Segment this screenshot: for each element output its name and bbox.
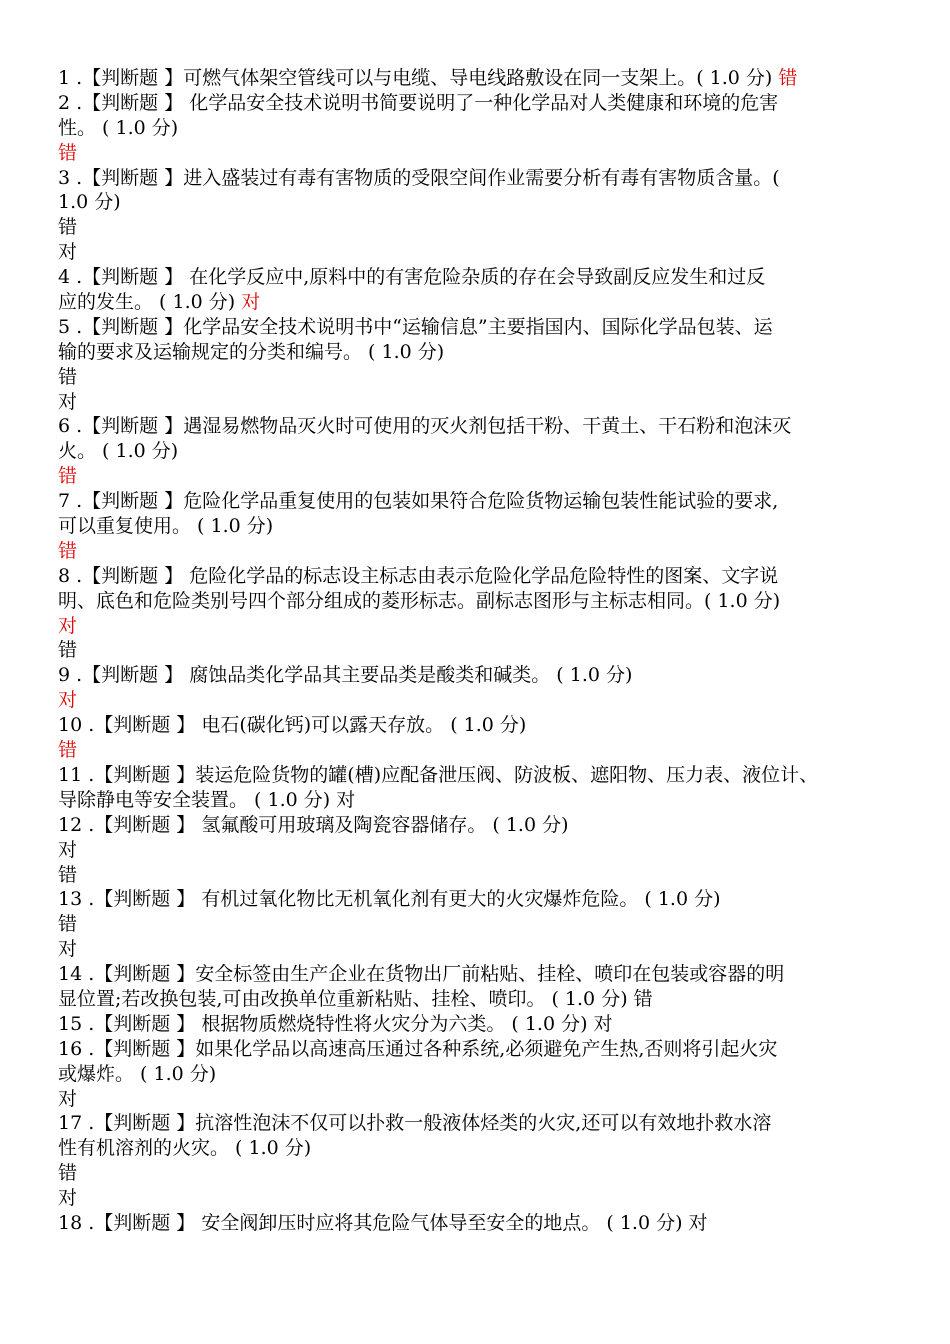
text-line (58, 439, 903, 464)
answer-mark: 错 (58, 141, 78, 164)
text-line (58, 166, 903, 191)
text-line (58, 489, 903, 514)
text-line (58, 116, 903, 141)
answer-mark: 错 (58, 539, 78, 562)
line-text: 错 (58, 1162, 78, 1185)
text-line (58, 863, 903, 888)
text-line (58, 688, 903, 713)
line-text: 对 (58, 1087, 78, 1110)
line-text: 6 .【判断题 】遇湿易燃物品灭火时可使用的灭火剂包括干粉、干黄土、干石粉和泡沫灭 (58, 415, 792, 438)
line-text: 1.0 分) (58, 191, 121, 214)
text-line (58, 365, 903, 390)
text-line (58, 1186, 903, 1211)
line-text: 错 (58, 913, 78, 936)
text-line (58, 315, 903, 340)
text-line (58, 414, 903, 439)
text-line (58, 788, 903, 813)
text-line (58, 215, 903, 240)
text-line (58, 1037, 903, 1062)
line-text: 7 .【判断题 】危险化学品重复使用的包装如果符合危险货物运输包装性能试验的要求, (58, 490, 779, 513)
text-line (58, 1111, 903, 1136)
line-text: 性有机溶剂的火灾。 ( 1.0 分) (58, 1137, 312, 1160)
text-line (58, 1062, 903, 1087)
line-text: 对 (58, 838, 78, 861)
text-line (58, 265, 903, 290)
text-line (58, 564, 903, 589)
text-line (58, 1161, 903, 1186)
line-text: 对 (58, 390, 78, 413)
line-text: 明、底色和危险类别号四个部分组成的菱形标志。副标志图形与主标志相同。( 1.0 分) (58, 589, 781, 612)
text-line (58, 987, 903, 1012)
text-line (58, 340, 903, 365)
text-line (58, 464, 903, 489)
text-line (58, 912, 903, 937)
text-line (58, 290, 903, 315)
line-text: 错 (58, 863, 78, 886)
text-line (58, 514, 903, 539)
line-text: 17 .【判断题 】抗溶性泡沫不仅可以扑救一般液体烃类的火灾,还可以有效地扑救水溶 (58, 1112, 772, 1135)
line-text: 16 .【判断题 】如果化学品以高速高压通过各种系统,必须避免产生热,否则将引起火灾 (58, 1037, 778, 1060)
line-text: 1 .【判断题 】可燃气体架空管线可以与电缆、导电线路敷设在同一支架上。( 1.0 分) (58, 67, 779, 89)
answer-mark: 对 (58, 689, 78, 712)
text-line (58, 190, 903, 215)
line-text: 火。 ( 1.0 分) (58, 440, 179, 463)
line-text: 9 .【判断题 】 腐蚀品类化学品其主要品类是酸类和碱类。 ( 1.0 分) (58, 664, 633, 687)
answer-mark: 错 (58, 465, 78, 488)
line-text: 对 (58, 1187, 78, 1210)
line-text: 10 .【判断题 】 电石(碳化钙)可以露天存放。 ( 1.0 分) (58, 714, 527, 737)
line-text: 对 (58, 938, 78, 961)
text-line (58, 1012, 903, 1037)
line-text: 14 .【判断题 】安全标签由生产企业在货物出厂前粘贴、挂栓、喷印在包装或容器的明 (58, 963, 785, 986)
answer-mark: 错 (58, 739, 78, 762)
text-line (58, 738, 903, 763)
line-text: 5 .【判断题 】化学品安全技术说明书中“运输信息”主要指国内、国际化学品包装、运 (58, 315, 773, 338)
line-text: 错 (58, 639, 78, 662)
answer-mark: 对 (58, 614, 78, 637)
line-text: 对 (58, 241, 78, 264)
text-line (58, 813, 903, 838)
text-line (58, 539, 903, 564)
text-line (58, 838, 903, 863)
text-line (58, 1136, 903, 1161)
line-text: 或爆炸。 ( 1.0 分) (58, 1062, 217, 1085)
line-text: 显位置;若改换包装,可由改换单位重新粘贴、挂栓、喷印。 ( 1.0 分) 错 (58, 987, 653, 1010)
text-line (58, 763, 903, 788)
line-text: 13 .【判断题 】 有机过氧化物比无机氧化剂有更大的火灾爆炸危险。 ( 1.0 分) (58, 888, 721, 911)
answer-mark: 错 (778, 67, 798, 89)
line-text: 18 .【判断题 】 安全阀卸压时应将其危险气体导至安全的地点。 ( 1.0 分) 对 (58, 1211, 708, 1234)
text-line (58, 887, 903, 912)
line-text: 输的要求及运输规定的分类和编号。 ( 1.0 分) (58, 340, 445, 363)
text-line (58, 1211, 903, 1236)
line-text: 15 .【判断题 】 根据物质燃烧特性将火灾分为六类。 ( 1.0 分) 对 (58, 1012, 613, 1035)
line-text: 11 .【判断题 】装运危险货物的罐(槽)应配备泄压阀、防波板、遮阳物、压力表、液位计、 (58, 763, 819, 786)
text-line (58, 240, 903, 265)
text-line (58, 66, 903, 91)
text-line (58, 91, 903, 116)
line-text: 错 (58, 216, 78, 239)
line-text: 2 .【判断题 】 化学品安全技术说明书简要说明了一种化学品对人类健康和环境的危害 (58, 91, 779, 114)
line-text: 错 (58, 365, 78, 388)
line-text: 性。 ( 1.0 分) (58, 116, 179, 139)
line-text: 3 .【判断题 】进入盛装过有毒有害物质的受限空间作业需要分析有毒有害物质含量。( (58, 166, 780, 189)
line-text: 4 .【判断题 】 在化学反应中,原料中的有害危险杂质的存在会导致副反应发生和过反 (58, 266, 766, 289)
text-line (58, 589, 903, 614)
text-line (58, 962, 903, 987)
text-line (58, 638, 903, 663)
answer-mark: 对 (241, 291, 261, 314)
line-text: 8 .【判断题 】 危险化学品的标志设主标志由表示危险化学品危险特性的图案、文字说 (58, 564, 779, 587)
line-text: 应的发生。 ( 1.0 分) (58, 291, 242, 314)
line-text: 可以重复使用。 ( 1.0 分) (58, 515, 274, 538)
text-line (58, 663, 903, 688)
text-line (58, 937, 903, 962)
document-body (58, 66, 903, 1236)
line-text: 导除静电等安全装置。 ( 1.0 分) 对 (58, 788, 356, 811)
text-line (58, 1087, 903, 1112)
line-text: 12 .【判断题 】 氢氟酸可用玻璃及陶瓷容器储存。 ( 1.0 分) (58, 813, 569, 836)
text-line (58, 390, 903, 415)
text-line (58, 713, 903, 738)
text-line (58, 614, 903, 639)
text-line (58, 141, 903, 166)
